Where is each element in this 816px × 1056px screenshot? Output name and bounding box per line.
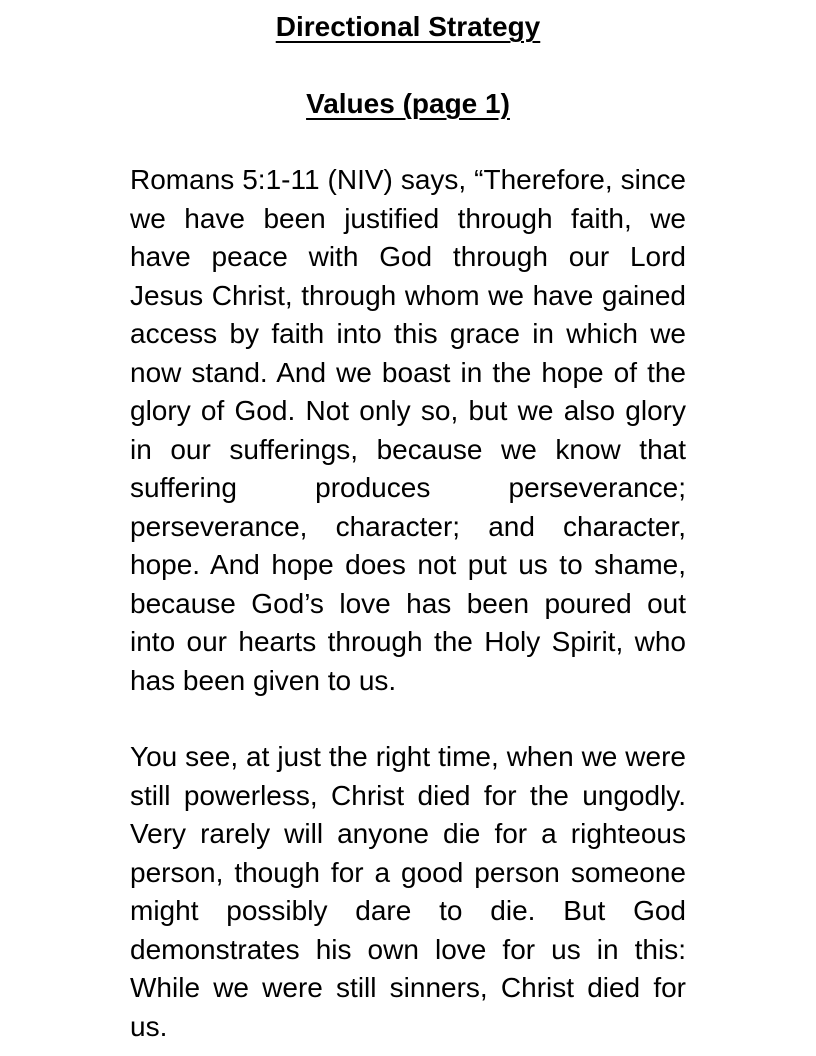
document-subtitle-text: Values (page 1) [306,87,510,119]
document-subtitle [130,85,686,124]
scripture-paragraph-1: Romans 5:1-11 (NIV) says, “Therefore, since we have been justified through faith, we have peace with God through our Lord Jesus Christ, through whom we have gained access by faith into this grace in which we now stand. And we boast in the hope of the glory of God. Not only so, but we also glory in our sufferings, because we know that suffering produces perseverance; perseverance, character; and character, hope. And hope does not put us to shame, because God’s love has been poured out into our hearts through the Holy Spirit, who has been given to us. [130,164,686,696]
document-title [130,8,686,47]
document-title-text: Directional Strategy [275,11,541,42]
scripture-paragraph-2: You see, at just the right time, when we were still powerless, Christ died for the ungodly. Very rarely will anyone die for a righteous person, though for a good person someone might possibly dare to die. But God demonstrates his own love for us in this: While we were still sinners, Christ died for us. [130,741,686,1042]
